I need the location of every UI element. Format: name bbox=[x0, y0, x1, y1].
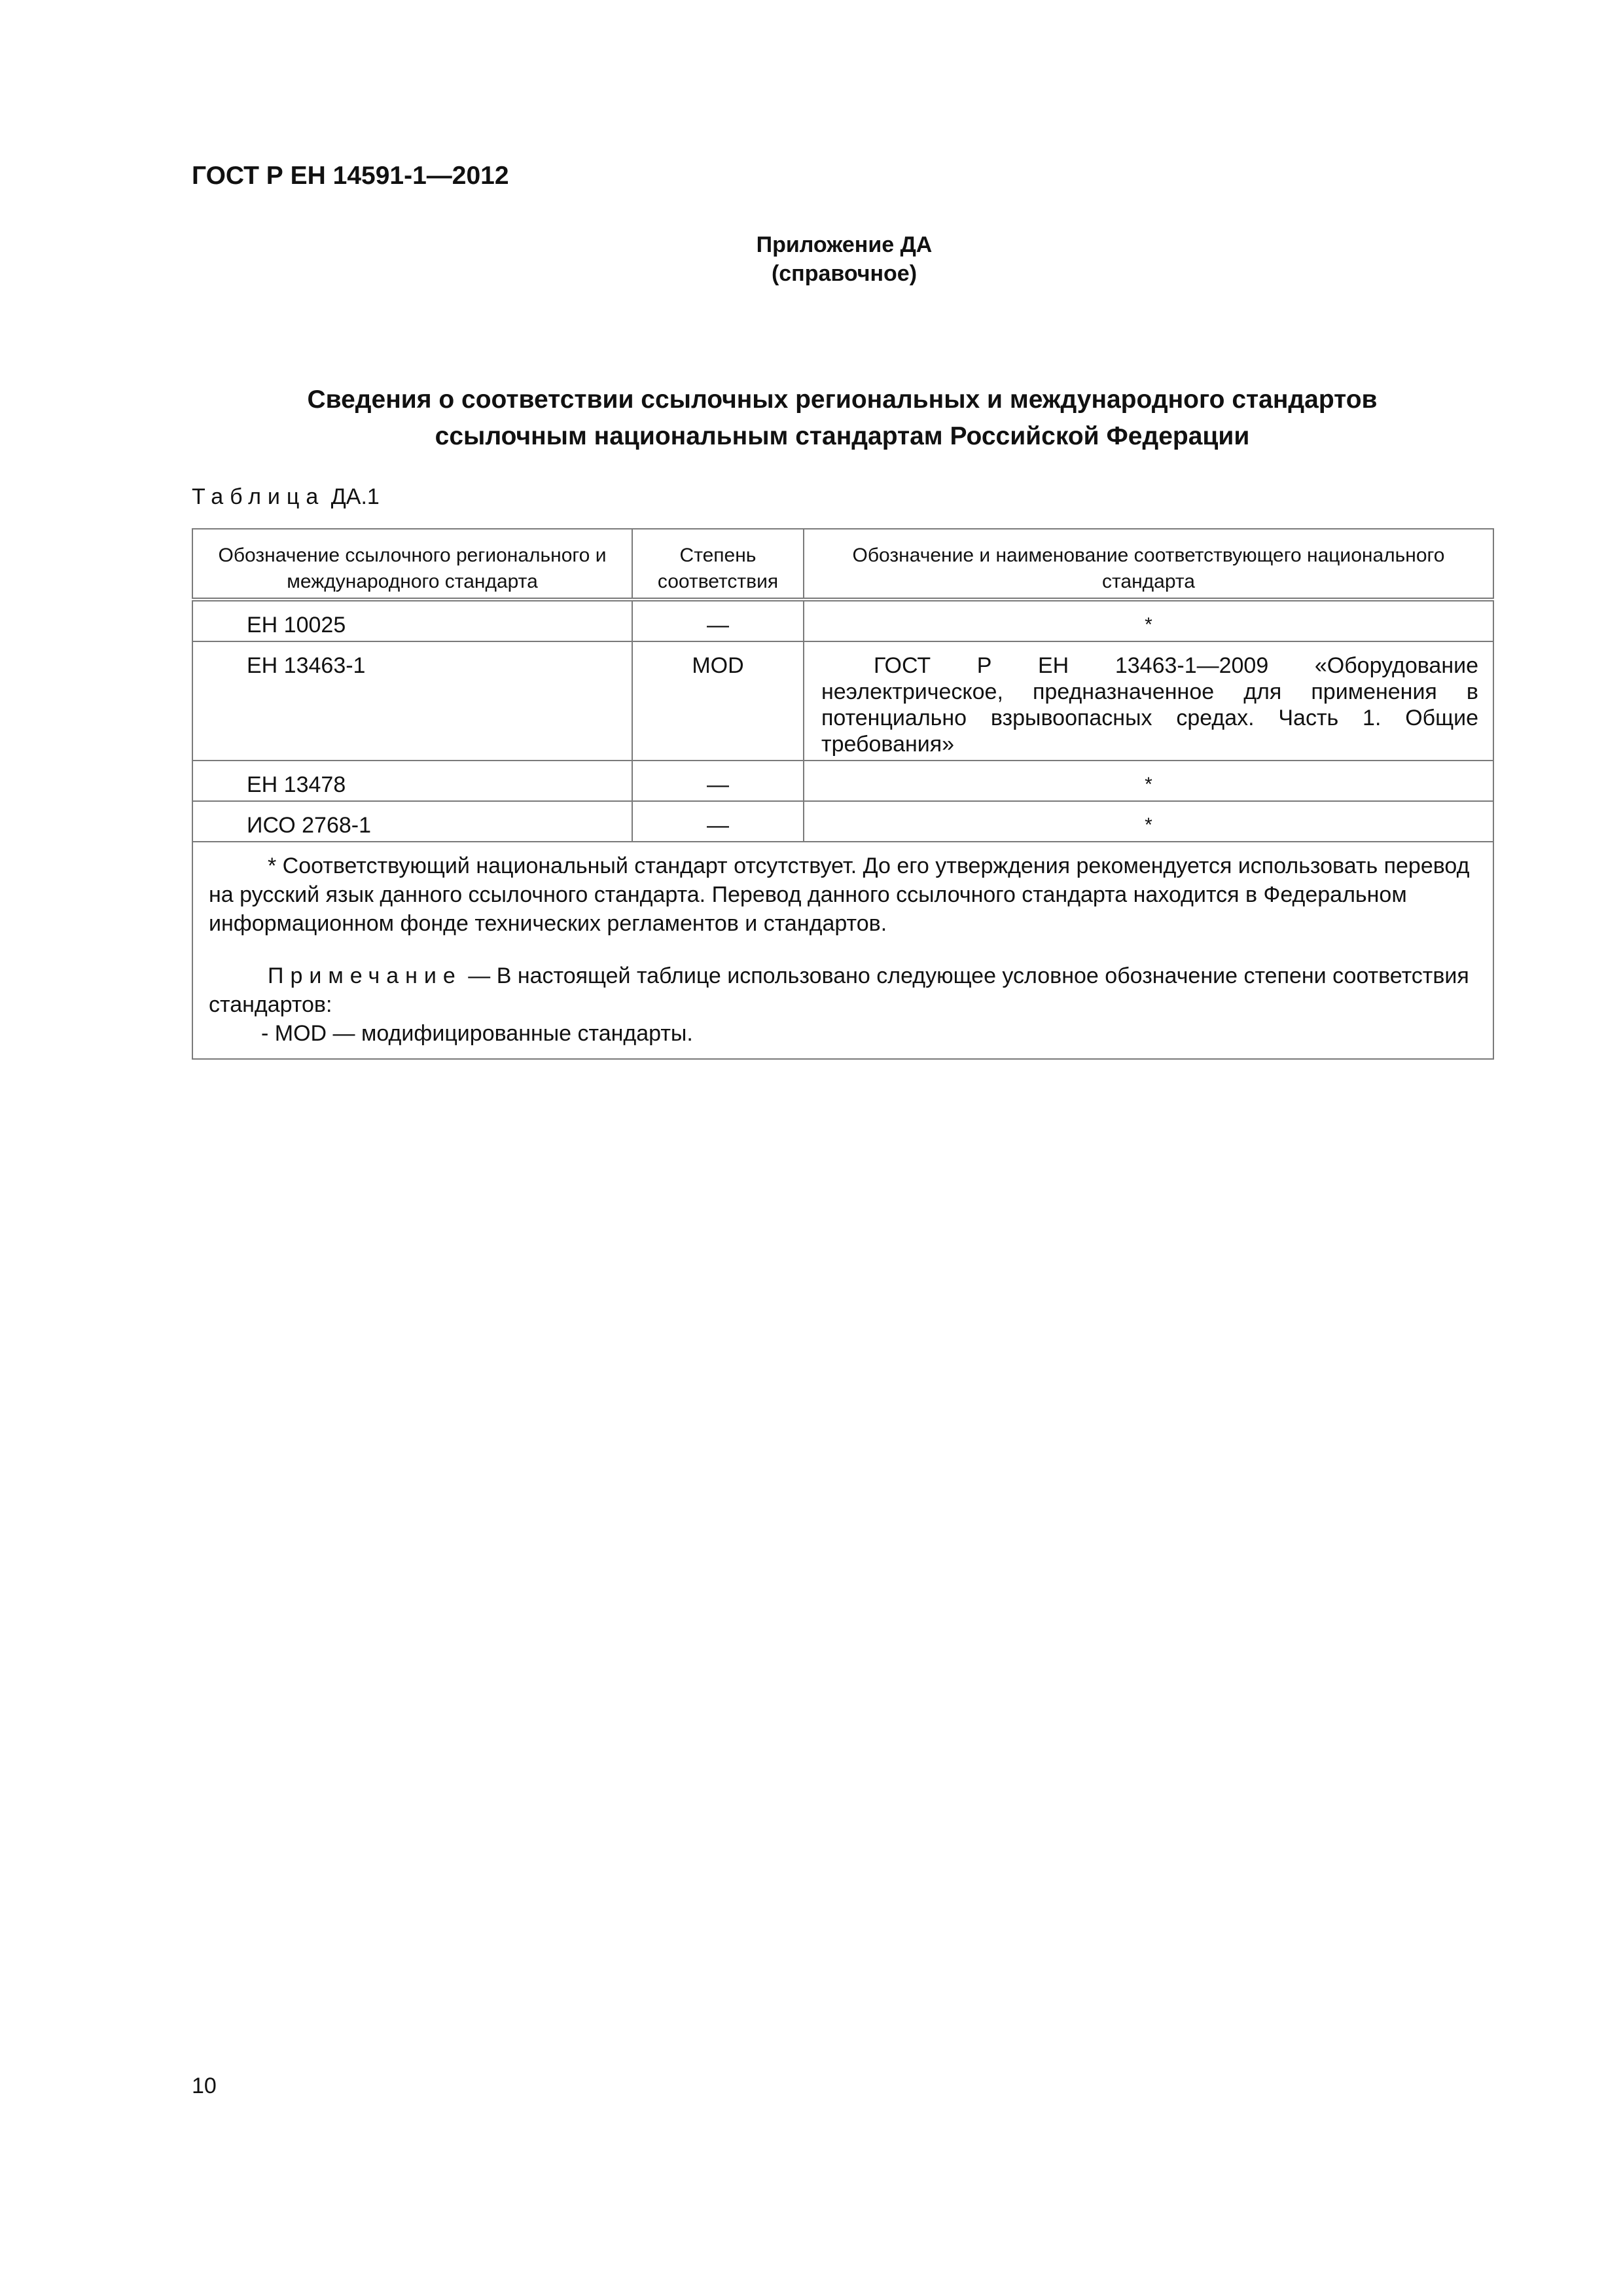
column-header-national: Обозначение и наименование соответствующего национального стандарта bbox=[804, 529, 1493, 600]
cell-degree: — bbox=[632, 761, 804, 801]
note-text: — В настоящей таблице использовано следующее условное обозначение степени соответствия стандартов: bbox=[209, 963, 1469, 1017]
cell-reference: ИСО 2768-1 bbox=[192, 801, 632, 842]
table-header-row bbox=[192, 529, 1493, 600]
table-caption-number: ДА.1 bbox=[330, 484, 380, 509]
heading-line-2: ссылочным национальным стандартам Российской Федерации bbox=[435, 422, 1250, 450]
correspondence-table bbox=[192, 528, 1494, 1060]
document-code: ГОСТ Р ЕН 14591-1—2012 bbox=[192, 162, 509, 190]
table-row bbox=[192, 761, 1493, 801]
note-item bbox=[209, 1019, 1478, 1048]
cell-reference: ЕН 13463-1 bbox=[192, 641, 632, 761]
page-number: 10 bbox=[192, 2073, 217, 2098]
cell-reference: ЕН 13478 bbox=[192, 761, 632, 801]
cell-national: ГОСТ Р ЕН 13463-1—2009 «Оборудование неэлектрическое, предназначенное для применения в потенциально взрывоопасных средах. Часть 1. Общие требования» bbox=[804, 641, 1493, 761]
column-header-degree: Степень соответствия bbox=[632, 529, 804, 600]
cell-degree: MOD bbox=[632, 641, 804, 761]
cell-national: * bbox=[804, 801, 1493, 842]
section-heading bbox=[192, 382, 1493, 455]
note-label: Примечание bbox=[268, 963, 462, 988]
cell-degree: — bbox=[632, 801, 804, 842]
appendix-block bbox=[654, 230, 1034, 288]
note-item-text: - MOD — модифицированные стандарты. bbox=[261, 1021, 693, 1046]
table-caption bbox=[192, 484, 380, 510]
cell-national: * bbox=[804, 761, 1493, 801]
note bbox=[209, 961, 1478, 1019]
appendix-subtitle: (справочное) bbox=[771, 261, 918, 286]
appendix-title: Приложение ДА bbox=[756, 232, 933, 257]
cell-reference: ЕН 10025 bbox=[192, 600, 632, 641]
table-footer-row bbox=[192, 842, 1493, 1059]
heading-line-1: Сведения о соответствии ссылочных региональных и международного стандартов bbox=[307, 386, 1378, 414]
table-row bbox=[192, 600, 1493, 641]
table-footer bbox=[192, 842, 1493, 1059]
footnote bbox=[209, 852, 1478, 938]
cell-national: * bbox=[804, 600, 1493, 641]
table-row bbox=[192, 641, 1493, 761]
cell-degree: — bbox=[632, 600, 804, 641]
table-caption-word: Таблица bbox=[192, 484, 325, 509]
table-row bbox=[192, 801, 1493, 842]
column-header-reference: Обозначение ссылочного регионального и международного стандарта bbox=[192, 529, 632, 600]
footnote-text: * Соответствующий национальный стандарт отсутствует. До его утверждения рекомендуется использовать перевод на русский язык данного ссылочного стандарта. Перевод данного ссылочного стандарта находится в Федеральном информационном фонде технических регламентов и стандартов. bbox=[209, 853, 1470, 936]
